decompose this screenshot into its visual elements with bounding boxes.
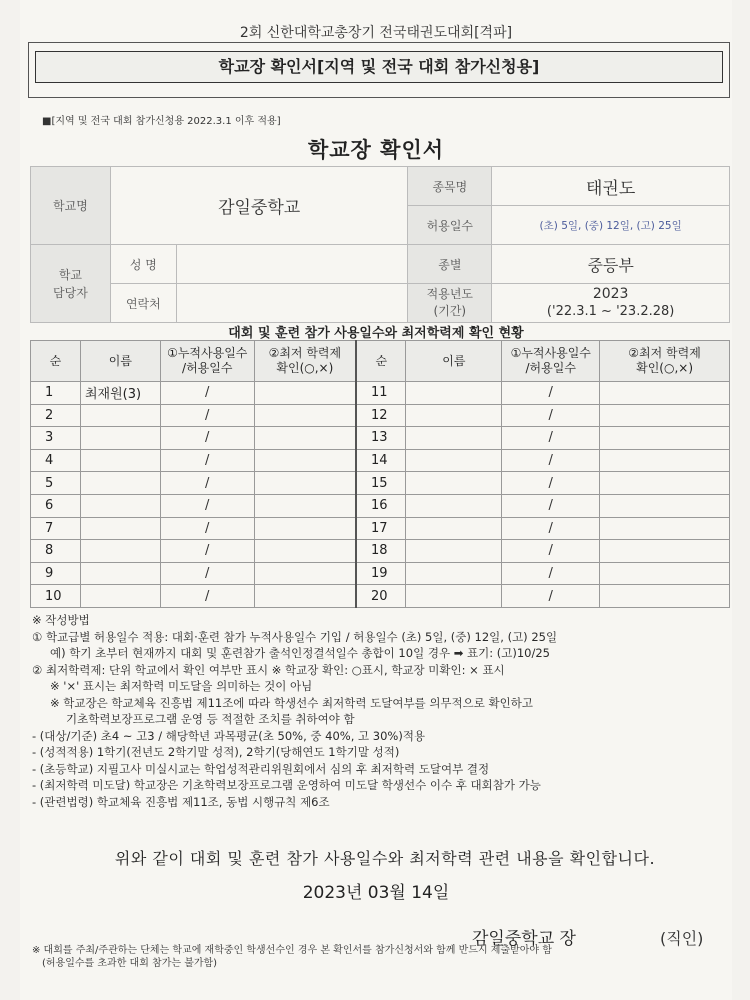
year-cell (492, 284, 730, 323)
min-academic-cell (254, 382, 356, 405)
header-min-academic: ②최저 학력제 확인(○,×) (600, 341, 730, 382)
row-number: 12 (356, 404, 406, 427)
sport-value: 태권도 (492, 167, 730, 206)
table-row (31, 585, 730, 608)
row-number: 5 (31, 472, 81, 495)
instruction-line: - (최저학력 미도달) 학교장은 기초학력보장프로그램 운영하여 미도달 학생선수 이수 후 대회참가 가능 (32, 778, 541, 792)
days-used-cell: / (502, 472, 600, 495)
footnote (32, 944, 732, 970)
section-title: 대회 및 훈련 참가 사용일수와 최저학력제 확인 현황 (228, 326, 524, 341)
period-value: ('22.3.1 ~ '23.2.28) (546, 304, 675, 319)
row-number: 13 (356, 427, 406, 450)
info-table (30, 166, 730, 323)
student-name (80, 540, 160, 563)
days-used-cell: / (502, 517, 600, 540)
instruction-line: - (성적적용) 1학기(전년도 2학기말 성적), 2학기(당해연도 1학기말 성적) (32, 745, 400, 759)
document-title: 학교장 확인서 (307, 138, 445, 162)
min-academic-cell (600, 540, 730, 563)
footnote-line: ※ 대회를 주최/주관하는 단체는 학교에 재학중인 학생선수인 경우 본 확인서를 참가신청서와 함께 반드시 제출받아야 함 (32, 945, 552, 956)
row-number: 1 (31, 382, 81, 405)
student-name (406, 449, 502, 472)
header-days: ①누적사용일수 /허용일수 (502, 341, 600, 382)
min-academic-cell (600, 562, 730, 585)
days-used-cell: / (160, 494, 254, 517)
competition-title: 2회 신한대학교총장기 전국태권도대회[격파] (239, 25, 513, 41)
confirmation-statement: 위와 같이 대회 및 훈련 참가 사용일수와 최저학력 관련 내용을 확인합니다. (114, 849, 656, 868)
header-box (28, 42, 730, 98)
student-name (406, 404, 502, 427)
student-name (406, 517, 502, 540)
days-used-cell: / (502, 382, 600, 405)
participation-grid (30, 340, 730, 608)
student-name (80, 585, 160, 608)
min-academic-cell (600, 382, 730, 405)
manager-label: 학교 담당자 (31, 245, 111, 323)
instruction-line: ※ 학교장은 학교체육 진흥법 제11조에 따라 학생선수 최저학력 도달여부를 의무적으로 확인하고 (50, 695, 533, 710)
row-number: 2 (31, 404, 81, 427)
min-academic-cell (600, 517, 730, 540)
division-value: 중등부 (492, 245, 730, 284)
student-name (406, 427, 502, 450)
writing-instructions (32, 612, 732, 810)
table-row (31, 449, 730, 472)
row-number: 14 (356, 449, 406, 472)
min-academic-cell (254, 494, 356, 517)
student-name (80, 404, 160, 427)
min-academic-cell (254, 427, 356, 450)
form-sheet (20, 0, 732, 1000)
min-academic-cell (254, 517, 356, 540)
days-used-cell: / (160, 540, 254, 563)
student-name (80, 449, 160, 472)
row-number: 4 (31, 449, 81, 472)
instruction-line: ① 학교급별 허용일수 적용: 대회·훈련 참가 누적사용일수 기입 / 허용일수 (초) 5일, (중) 12일, (고) 25일 (32, 629, 558, 644)
header-box-title: 학교장 확인서[지역 및 전국 대회 참가신청용] (35, 51, 723, 83)
row-number: 16 (356, 494, 406, 517)
applicability-note: ■[지역 및 전국 대회 참가신청용 2022.3.1 이후 적용] (42, 116, 281, 127)
contact-label: 연락처 (110, 284, 176, 323)
row-number: 20 (356, 585, 406, 608)
days-used-cell: / (502, 562, 600, 585)
row-number: 17 (356, 517, 406, 540)
student-name (406, 562, 502, 585)
name-value (176, 245, 408, 284)
issue-date: 2023년 03월 14일 (302, 883, 450, 903)
instruction-line: ※ '×' 표시는 최저학력 미도달을 의미하는 것이 아님 (50, 679, 313, 693)
days-used-cell: / (160, 404, 254, 427)
student-name (80, 562, 160, 585)
sport-label: 종목명 (408, 167, 492, 206)
instruction-line: - (관련법령) 학교체육 진흥법 제11조, 동법 시행규칙 제6조 (32, 794, 330, 809)
instruction-line: ※ 작성방법 (32, 613, 90, 627)
student-name (406, 540, 502, 563)
days-used-cell: / (160, 427, 254, 450)
row-number: 11 (356, 382, 406, 405)
days-used-cell: / (502, 585, 600, 608)
row-number: 9 (31, 562, 81, 585)
contact-value (176, 284, 408, 323)
min-academic-cell (254, 540, 356, 563)
school-label: 학교명 (31, 167, 111, 245)
min-academic-cell (600, 472, 730, 495)
student-name: 최재원(3) (80, 382, 160, 405)
days-used-cell: / (502, 540, 600, 563)
table-row (31, 404, 730, 427)
min-academic-cell (254, 562, 356, 585)
min-academic-cell (254, 404, 356, 427)
student-name (80, 517, 160, 540)
name-label: 성 명 (110, 245, 176, 284)
days-used-cell: / (502, 427, 600, 450)
table-row (31, 517, 730, 540)
allowed-days-value: (초) 5일, (중) 12일, (고) 25일 (492, 206, 730, 245)
header-min-academic: ②최저 학력제 확인(○,×) (254, 341, 356, 382)
instruction-line: 예) 학기 초부터 현재까지 대회 및 훈련참가 출석인정결석일수 총합이 10일 경우 ➡ 표기: (고)10/25 (50, 646, 550, 660)
student-name (80, 494, 160, 517)
header-days: ①누적사용일수 /허용일수 (160, 341, 254, 382)
row-number: 3 (31, 427, 81, 450)
table-row (31, 494, 730, 517)
min-academic-cell (600, 585, 730, 608)
student-name (406, 585, 502, 608)
row-number: 7 (31, 517, 81, 540)
row-number: 18 (356, 540, 406, 563)
student-name (406, 382, 502, 405)
year-label: 적용년도 (기간) (408, 284, 492, 323)
table-row (31, 562, 730, 585)
min-academic-cell (254, 585, 356, 608)
min-academic-cell (600, 404, 730, 427)
allowed-days-label: 허용일수 (408, 206, 492, 245)
days-used-cell: / (160, 585, 254, 608)
row-number: 10 (31, 585, 81, 608)
header-no: 순 (31, 341, 81, 382)
student-name (80, 427, 160, 450)
instruction-line: ② 최저학력제: 단위 학교에서 확인 여부만 표시 ※ 학교장 확인: ○표시, 학교장 미확인: × 표시 (32, 662, 505, 677)
min-academic-cell (254, 472, 356, 495)
days-used-cell: / (160, 382, 254, 405)
school-value: 감일중학교 (110, 167, 408, 245)
row-number: 8 (31, 540, 81, 563)
table-row (31, 540, 730, 563)
days-used-cell: / (160, 562, 254, 585)
header-no: 순 (356, 341, 406, 382)
header-name: 이름 (80, 341, 160, 382)
min-academic-cell (600, 449, 730, 472)
table-row (31, 472, 730, 495)
days-used-cell: / (160, 449, 254, 472)
row-number: 19 (356, 562, 406, 585)
official-seal-placeholder: (직인) (660, 929, 704, 948)
footnote-line: (허용일수를 초과한 대회 참가는 불가함) (42, 958, 218, 969)
instruction-line: 기초학력보장프로그램 운영 등 적절한 조치를 취하여야 함 (66, 712, 355, 726)
header-name: 이름 (406, 341, 502, 382)
division-label: 종별 (408, 245, 492, 284)
table-row (31, 427, 730, 450)
principal-name: 감일중학교 장 (472, 929, 576, 949)
instruction-line: - (대상/기준) 초4 ~ 고3 / 해당학년 과목평균(초 50%, 중 40%, 고 30%)적용 (32, 728, 426, 743)
min-academic-cell (254, 449, 356, 472)
min-academic-cell (600, 494, 730, 517)
student-name (80, 472, 160, 495)
table-row (31, 382, 730, 405)
year-value: 2023 (592, 286, 629, 302)
instruction-line: - (초등학교) 지필고사 미실시교는 학업성적관리위원회에서 심의 후 최저학력 도달여부 결정 (32, 761, 490, 776)
days-used-cell: / (160, 517, 254, 540)
row-number: 6 (31, 494, 81, 517)
min-academic-cell (600, 427, 730, 450)
days-used-cell: / (160, 472, 254, 495)
student-name (406, 494, 502, 517)
days-used-cell: / (502, 494, 600, 517)
row-number: 15 (356, 472, 406, 495)
student-name (406, 472, 502, 495)
days-used-cell: / (502, 404, 600, 427)
days-used-cell: / (502, 449, 600, 472)
